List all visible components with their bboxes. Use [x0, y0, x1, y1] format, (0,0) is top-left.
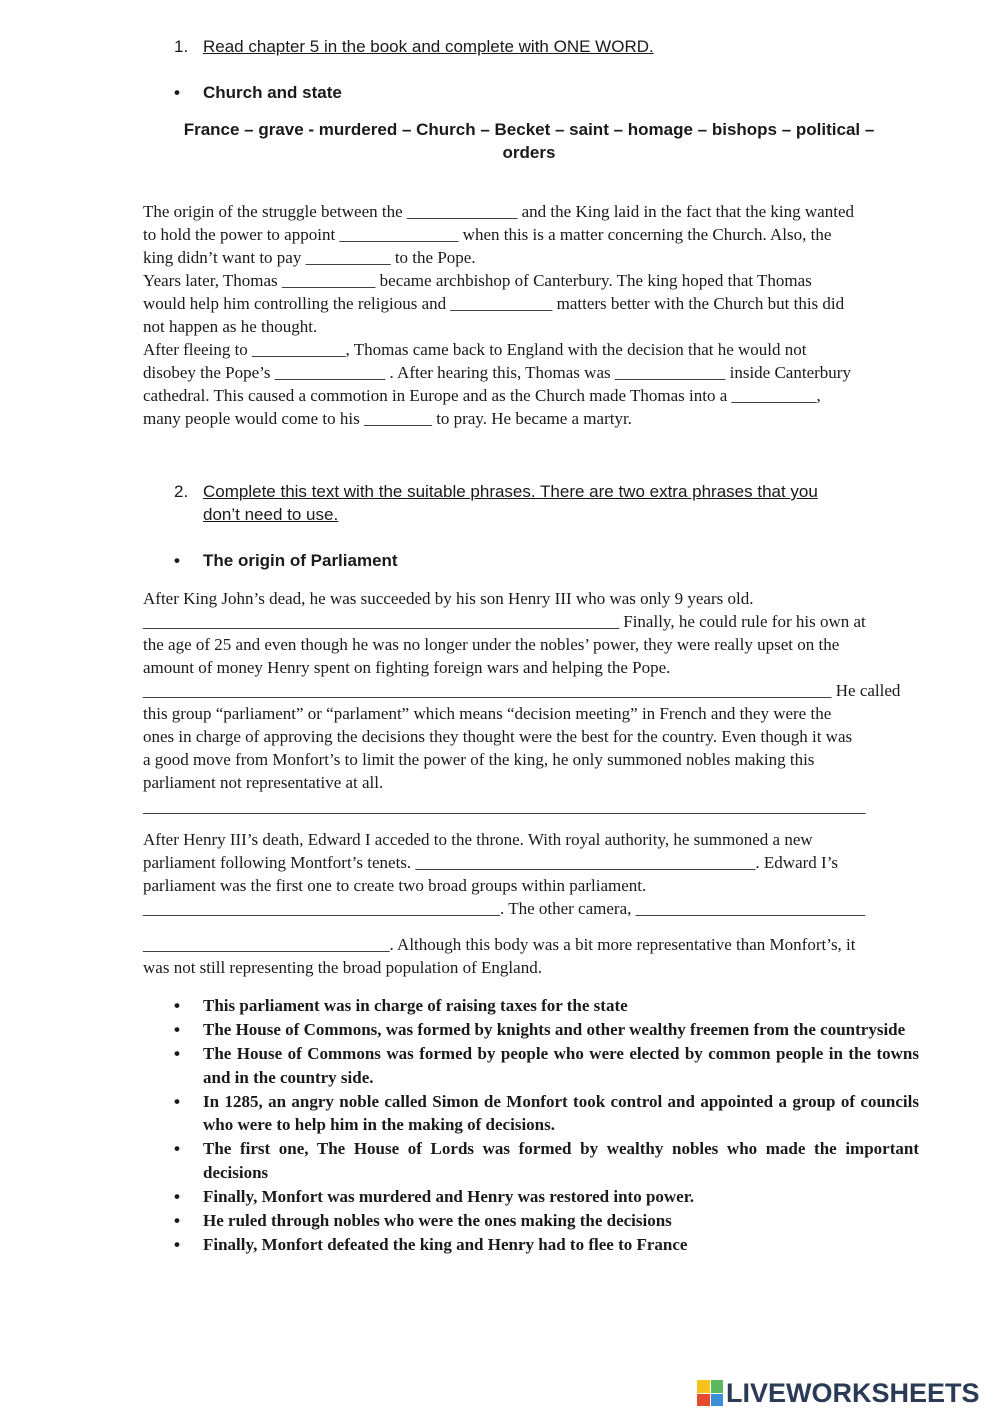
blank-line: _____________________________________________________________________________________: [143, 797, 866, 816]
phrase-text: The House of Commons, was formed by knights and other wealthy freemen from the countryside: [203, 1020, 906, 1039]
text-line: _____________________________. Although this body was a bit more representative than Monfort’s, it: [143, 935, 856, 954]
text-line: amount of money Henry spent on fighting foreign wars and helping the Pope.: [143, 658, 671, 677]
bullet-icon: •: [174, 996, 180, 1015]
phrase-item: [174, 1185, 919, 1209]
phrase-text: In 1285, an angry noble called Simon de Monfort took control and appointed a group of councils who were to help him in the making of decisions.: [203, 1091, 919, 1134]
phrase-item: [174, 1137, 919, 1184]
q2-paragraph-1: [143, 587, 918, 794]
phrase-item: [174, 1209, 919, 1233]
q2-heading-text: The origin of Parliament: [203, 551, 398, 570]
word-bank: [140, 118, 918, 164]
text-line: this group “parliament” or “parlament” which means “decision meeting” in French and they were the: [143, 704, 832, 723]
answer-blank-line: [143, 795, 918, 818]
text-line: would help him controlling the religious and ____________ matters better with the Church but this did: [143, 294, 845, 313]
phrase-text: The House of Commons was formed by people who were elected by common people in the towns and in the country side.: [203, 1044, 919, 1087]
q2-instruction-line: Complete this text with the suitable phrases. There are two extra phrases that you: [203, 482, 818, 501]
text-line: _________________________________________________________________________________ He called: [143, 681, 901, 700]
bullet-icon: •: [174, 551, 180, 570]
text-line: After Henry III’s death, Edward I acceded to the throne. With royal authority, he summoned a new: [143, 830, 813, 849]
text-line: many people would come to his ________ to pray. He became a martyr.: [143, 409, 632, 428]
text-line: not happen as he thought.: [143, 317, 318, 336]
text-line: king didn’t want to pay __________ to the Pope.: [143, 248, 476, 267]
bullet-icon: •: [174, 1139, 180, 1158]
q2-instruction-line: don’t need to use.: [203, 505, 339, 524]
bullet-icon: •: [174, 83, 180, 102]
text-line: parliament following Montfort’s tenets. ________________________________________. Edward I’s: [143, 853, 839, 872]
bullet-icon: •: [174, 1186, 180, 1206]
phrase-item: [174, 1090, 919, 1137]
phrase-item: [174, 1233, 919, 1257]
text-line: disobey the Pope’s _____________ . After hearing this, Thomas was _____________ inside Canterbury: [143, 363, 851, 382]
q1-heading-text: Church and state: [203, 83, 342, 102]
logo-text: LIVEWORKSHEETS: [726, 1377, 980, 1408]
text-line: Years later, Thomas ___________ became archbishop of Canterbury. The king hoped that Thomas: [143, 271, 812, 290]
phrase-item: [174, 1042, 919, 1089]
text-line: ________________________________________________________ Finally, he could rule for his own at: [143, 612, 866, 631]
phrase-item: [174, 1018, 919, 1042]
word-bank-line: orders: [502, 143, 556, 162]
text-line: The origin of the struggle between the _____________ and the King laid in the fact that the king wanted: [143, 202, 854, 221]
q1-instruction-text: Read chapter 5 in the book and complete with ONE WORD.: [203, 37, 654, 56]
text-line: to hold the power to appoint ______________ when this is a matter concerning the Church. Also, the: [143, 225, 832, 244]
text-line: After King John’s dead, he was succeeded by his son Henry III who was only 9 years old.: [143, 589, 754, 608]
q1-paragraph: [143, 200, 918, 430]
phrase-item: [174, 994, 919, 1018]
phrase-text: He ruled through nobles who were the ones making the decisions: [203, 1210, 672, 1230]
phrase-text: This parliament was in charge of raising taxes for the state: [203, 996, 628, 1015]
text-line: a good move from Monfort’s to limit the power of the king, he only summoned nobles making this: [143, 750, 815, 769]
bullet-icon: •: [174, 1020, 180, 1039]
word-bank-line: France – grave - murdered – Church – Becket – saint – homage – bishops – political –: [183, 120, 875, 139]
bullet-icon: •: [174, 1044, 180, 1063]
text-line: cathedral. This caused a commotion in Europe and as the Church made Thomas into a __________,: [143, 386, 821, 405]
liveworksheets-logo-icon: [697, 1380, 723, 1406]
q2-paragraph-3: [143, 933, 918, 979]
text-line: was not still representing the broad population of England.: [143, 958, 542, 977]
phrase-text: Finally, Monfort was murdered and Henry was restored into power.: [203, 1186, 694, 1206]
q1-number: 1.: [174, 37, 189, 56]
bullet-icon: •: [174, 1210, 180, 1230]
text-line: ones in charge of approving the decisions they thought were the best for the country. Even though it was: [143, 727, 853, 746]
text-line: After fleeing to ___________, Thomas came back to England with the decision that he would not: [143, 340, 807, 359]
q2-paragraph-2: [143, 828, 918, 920]
phrase-list: [174, 994, 919, 1257]
text-line: __________________________________________. The other camera, ___________________________: [143, 899, 866, 918]
text-line: parliament was the first one to create two broad groups within parliament.: [143, 876, 647, 895]
q2-number: 2.: [174, 482, 189, 501]
bullet-icon: •: [174, 1091, 180, 1111]
q2-instruction-text: [203, 480, 893, 526]
bullet-icon: •: [174, 1234, 180, 1254]
text-line: parliament not representative at all.: [143, 773, 384, 792]
liveworksheets-logo[interactable]: [697, 1377, 980, 1409]
phrase-text: Finally, Monfort defeated the king and Henry had to flee to France: [203, 1234, 688, 1254]
phrase-text: The first one, The House of Lords was formed by wealthy nobles who made the important decisions: [203, 1139, 919, 1182]
text-line: the age of 25 and even though he was no longer under the nobles’ power, they were really upset on the: [143, 635, 840, 654]
